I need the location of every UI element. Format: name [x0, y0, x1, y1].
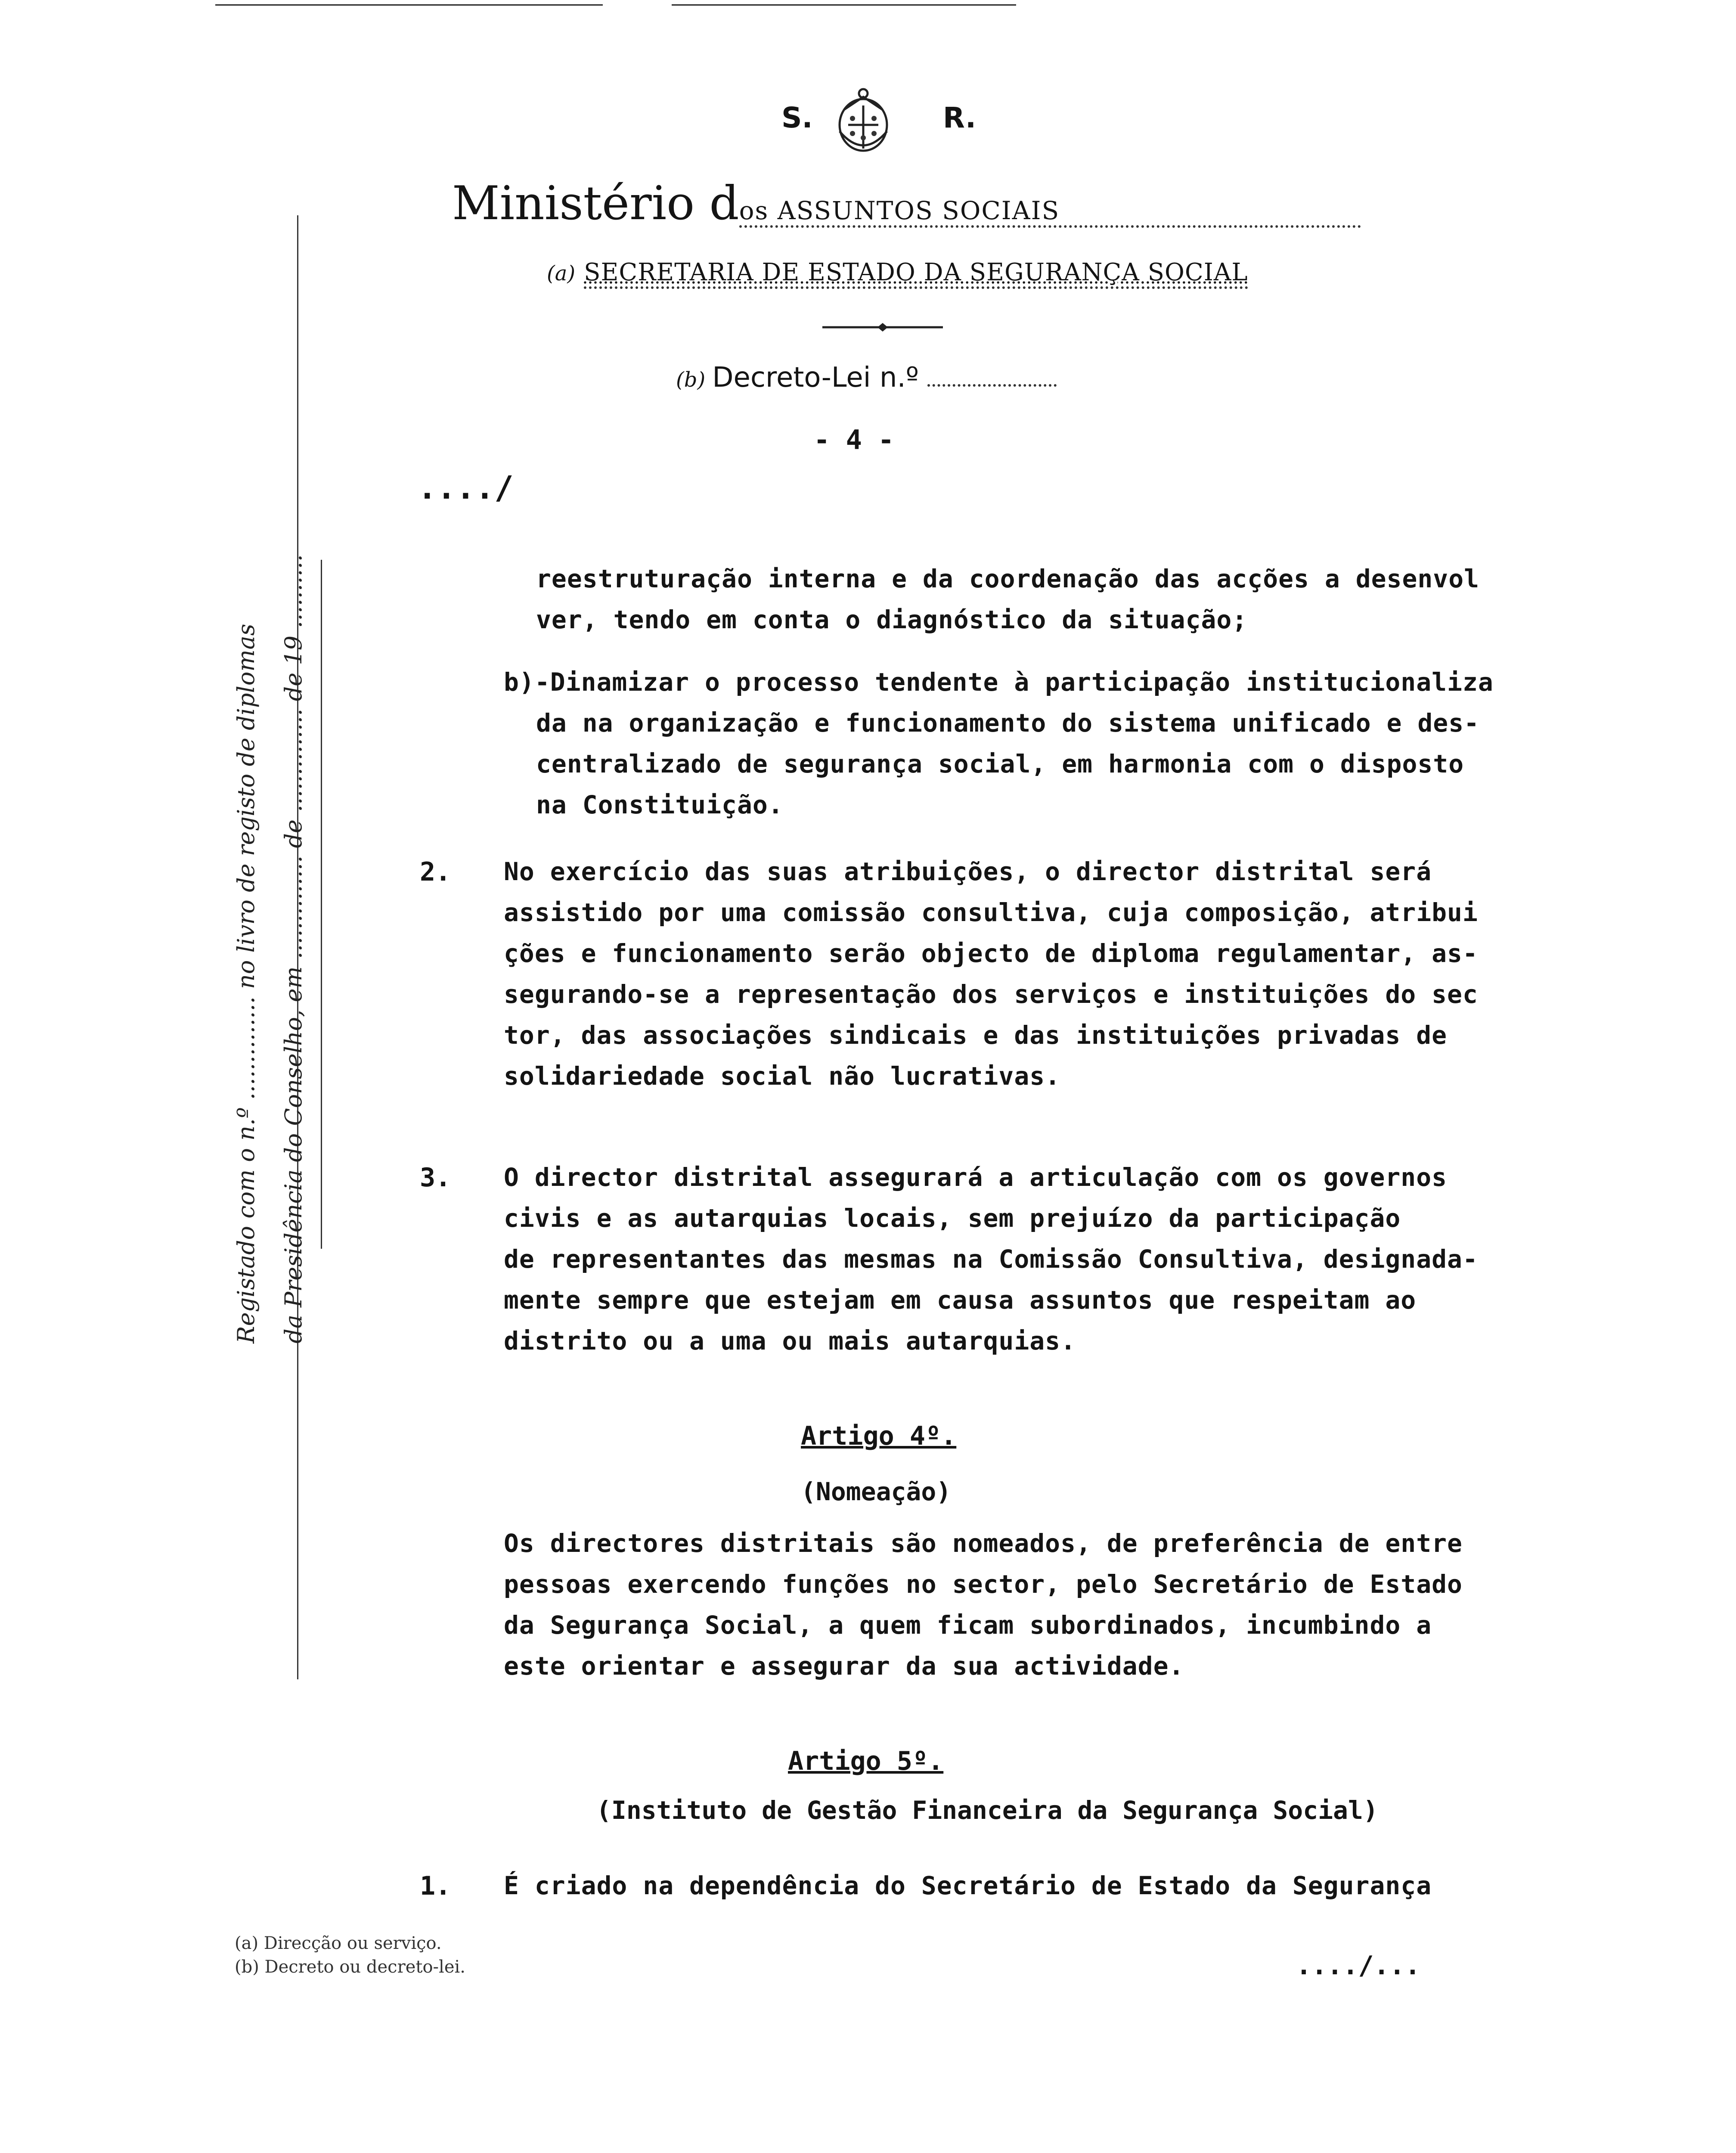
item-number-3: 3.	[420, 1163, 451, 1193]
paragraph-4-line-3: da Segurança Social, a quem ficam subordinados, incumbindo a	[504, 1610, 1432, 1640]
paragraph-4-line-4: este orientar e assegurar da sua actividade.	[504, 1651, 1184, 1681]
article-4-heading: Artigo 4º.	[801, 1421, 957, 1451]
header-r: R.	[943, 101, 976, 134]
decree-label: (b)	[676, 368, 706, 392]
paragraph-b-line-4: na Constituição.	[536, 790, 784, 819]
paragraph-3-line-5: distrito ou a uma ou mais autarquias.	[504, 1326, 1076, 1356]
paragraph-3-line-1: O director distrital assegurará a articulação com os governos	[504, 1163, 1448, 1192]
paragraph-1-line-1: reestruturação interna e da coordenação das acções a desenvol	[536, 564, 1480, 593]
ministry-department: os ASSUNTOS SOCIAIS	[739, 196, 1361, 228]
registration-line-1: Registado com o n.º .............. no livro de registo de diplomas	[232, 624, 260, 1343]
paragraph-4-line-2: pessoas exercendo funções no sector, pelo Secretário de Estado	[504, 1570, 1463, 1599]
decree-title: Decreto-Lei n.º	[712, 362, 919, 394]
top-rule-right	[672, 4, 1016, 6]
paragraph-3-line-4: mente sempre que estejam em causa assuntos que respeitam ao	[504, 1285, 1417, 1315]
registration-line-2: da Presidência do Conselho, em .............. de .............. de 19 ..........	[280, 554, 307, 1343]
decree-number-blank	[927, 384, 1057, 387]
item-number-1: 1.	[420, 1871, 451, 1901]
article-5-heading: Artigo 5º.	[788, 1746, 944, 1776]
paragraph-5-line-1: É criado na dependência do Secretário de Estado da Segurança	[504, 1871, 1432, 1900]
footnote-b: (b) Decreto ou decreto-lei.	[235, 1957, 466, 1977]
secretariat-name: SECRETARIA DE ESTADO DA SEGURANÇA SOCIAL	[584, 258, 1248, 289]
paragraph-1-line-2: ver, tendo em conta o diagnóstico da situação;	[536, 605, 1248, 634]
continuation-marker-bottom: ..../...	[1296, 1951, 1420, 1981]
paragraph-b-line-3: centralizado de segurança social, em harmonia com o disposto	[536, 749, 1464, 779]
decree-line	[676, 362, 1057, 394]
page-number: - 4 -	[814, 424, 894, 456]
item-number-2: 2.	[420, 857, 451, 887]
paragraph-b-line-1: b)-Dinamizar o processo tendente à participação institucionaliza	[504, 667, 1494, 697]
paragraph-2-line-4: segurando-se a representação dos serviços e instituições do sec	[504, 980, 1478, 1009]
secretariat-label: (a)	[547, 261, 576, 285]
paragraph-b-line-2: da na organização e funcionamento do sistema unificado e des-	[536, 708, 1480, 738]
article-5-subtitle: (Instituto de Gestão Financeira da Segurança Social)	[596, 1796, 1378, 1825]
ornament-divider	[818, 321, 947, 334]
header-s: S.	[781, 101, 813, 134]
continuation-marker-top: ..../	[418, 469, 514, 506]
top-rule-left	[215, 4, 603, 6]
footnote-a: (a) Direcção ou serviço.	[235, 1933, 442, 1953]
article-4-subtitle: (Nomeação)	[801, 1477, 952, 1506]
ministry-title	[452, 177, 1361, 230]
ministry-prefix: Ministério d	[452, 177, 739, 230]
paragraph-2-line-3: ções e funcionamento serão objecto de diploma regulamentar, as-	[504, 939, 1478, 968]
paragraph-2-line-5: tor, das associações sindicais e das instituições privadas de	[504, 1021, 1448, 1050]
paragraph-3-line-3: de representantes das mesmas na Comissão Consultiva, designada-	[504, 1244, 1478, 1274]
coat-of-arms-emblem	[827, 84, 900, 161]
paragraph-3-line-2: civis e as autarquias locais, sem prejuízo da participação	[504, 1204, 1401, 1233]
paragraph-2-line-6: solidariedade social não lucrativas.	[504, 1061, 1061, 1091]
secretariat-line	[547, 258, 1248, 289]
paragraph-4-line-1: Os directores distritais são nomeados, de preferência de entre	[504, 1529, 1463, 1558]
registration-margin-note	[232, 554, 327, 1343]
paragraph-2-line-2: assistido por uma comissão consultiva, cuja composição, atribui	[504, 898, 1478, 927]
paragraph-2-line-1: No exercício das suas atribuições, o director distrital será	[504, 857, 1432, 886]
